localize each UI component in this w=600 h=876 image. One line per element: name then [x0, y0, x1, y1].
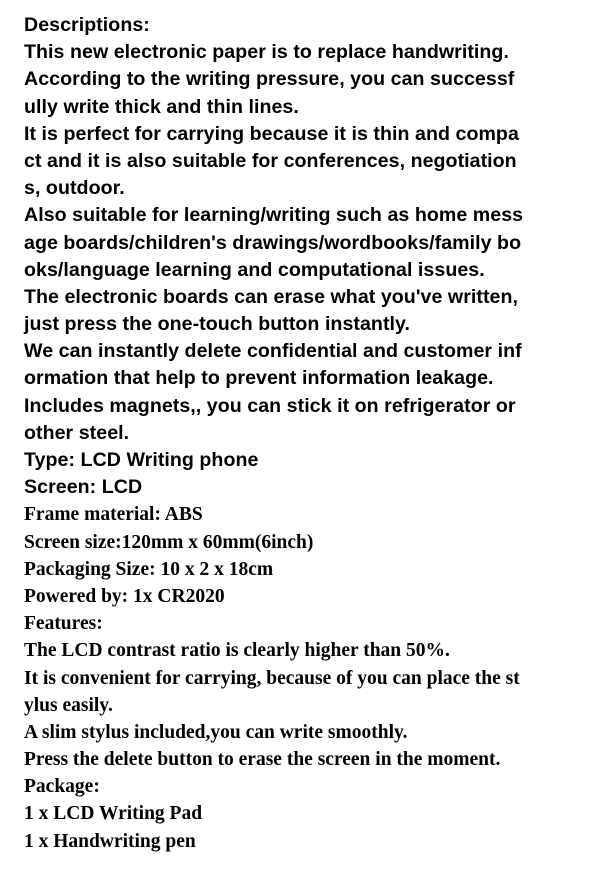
text-line: It is perfect for carrying because it is thin and compa — [24, 122, 519, 145]
features-heading: Features: — [24, 613, 103, 635]
product-description — [24, 12, 594, 855]
spec-type: Type: LCD Writing phone — [24, 449, 259, 471]
text-line: The electronic boards can erase what you've written, — [24, 285, 518, 308]
package-item: 1 x Handwriting pen — [24, 830, 196, 852]
text-line: other steel. — [24, 421, 130, 444]
feature-line: ylus easily. — [24, 694, 113, 716]
text-line: According to the writing pressure, you can successf — [24, 68, 515, 91]
text-line: Includes magnets,, you can stick it on refrigerator or — [24, 394, 516, 417]
description-heading: Descriptions: — [24, 14, 150, 36]
package-heading: Package: — [24, 776, 100, 798]
text-line: ct and it is also suitable for conferences, negotiation — [24, 149, 517, 172]
text-line: This new electronic paper is to replace handwriting. — [24, 41, 509, 64]
text-line: just press the one-touch button instantly. — [24, 313, 410, 336]
spec-screen-size: Screen size:120mm x 60mm(6inch) — [24, 531, 314, 553]
spec-frame-material: Frame material: ABS — [24, 504, 203, 526]
spec-power: Powered by: 1x CR2020 — [24, 585, 225, 607]
text-line: We can instantly delete confidential and customer inf — [24, 340, 522, 363]
spec-packaging-size: Packaging Size: 10 x 2 x 18cm — [24, 558, 274, 580]
text-line: s, outdoor. — [24, 177, 125, 200]
text-line: ully write thick and thin lines. — [24, 95, 299, 118]
text-line: oks/language learning and computational issues. — [24, 258, 485, 281]
feature-line: A slim stylus included,you can write smoothly. — [24, 721, 408, 743]
package-item: 1 x LCD Writing Pad — [24, 803, 203, 825]
spec-screen: Screen: LCD — [24, 476, 143, 499]
text-line: ormation that help to prevent information leakage. — [24, 367, 494, 390]
text-line: age boards/children's drawings/wordbooks/family bo — [24, 231, 522, 254]
text-line: Also suitable for learning/writing such as home mess — [24, 204, 524, 227]
feature-line: The LCD contrast ratio is clearly higher than 50%. — [24, 640, 450, 662]
feature-line: It is convenient for carrying, because of you can place the st — [24, 667, 520, 689]
feature-line: Press the delete button to erase the screen in the moment. — [24, 749, 501, 771]
